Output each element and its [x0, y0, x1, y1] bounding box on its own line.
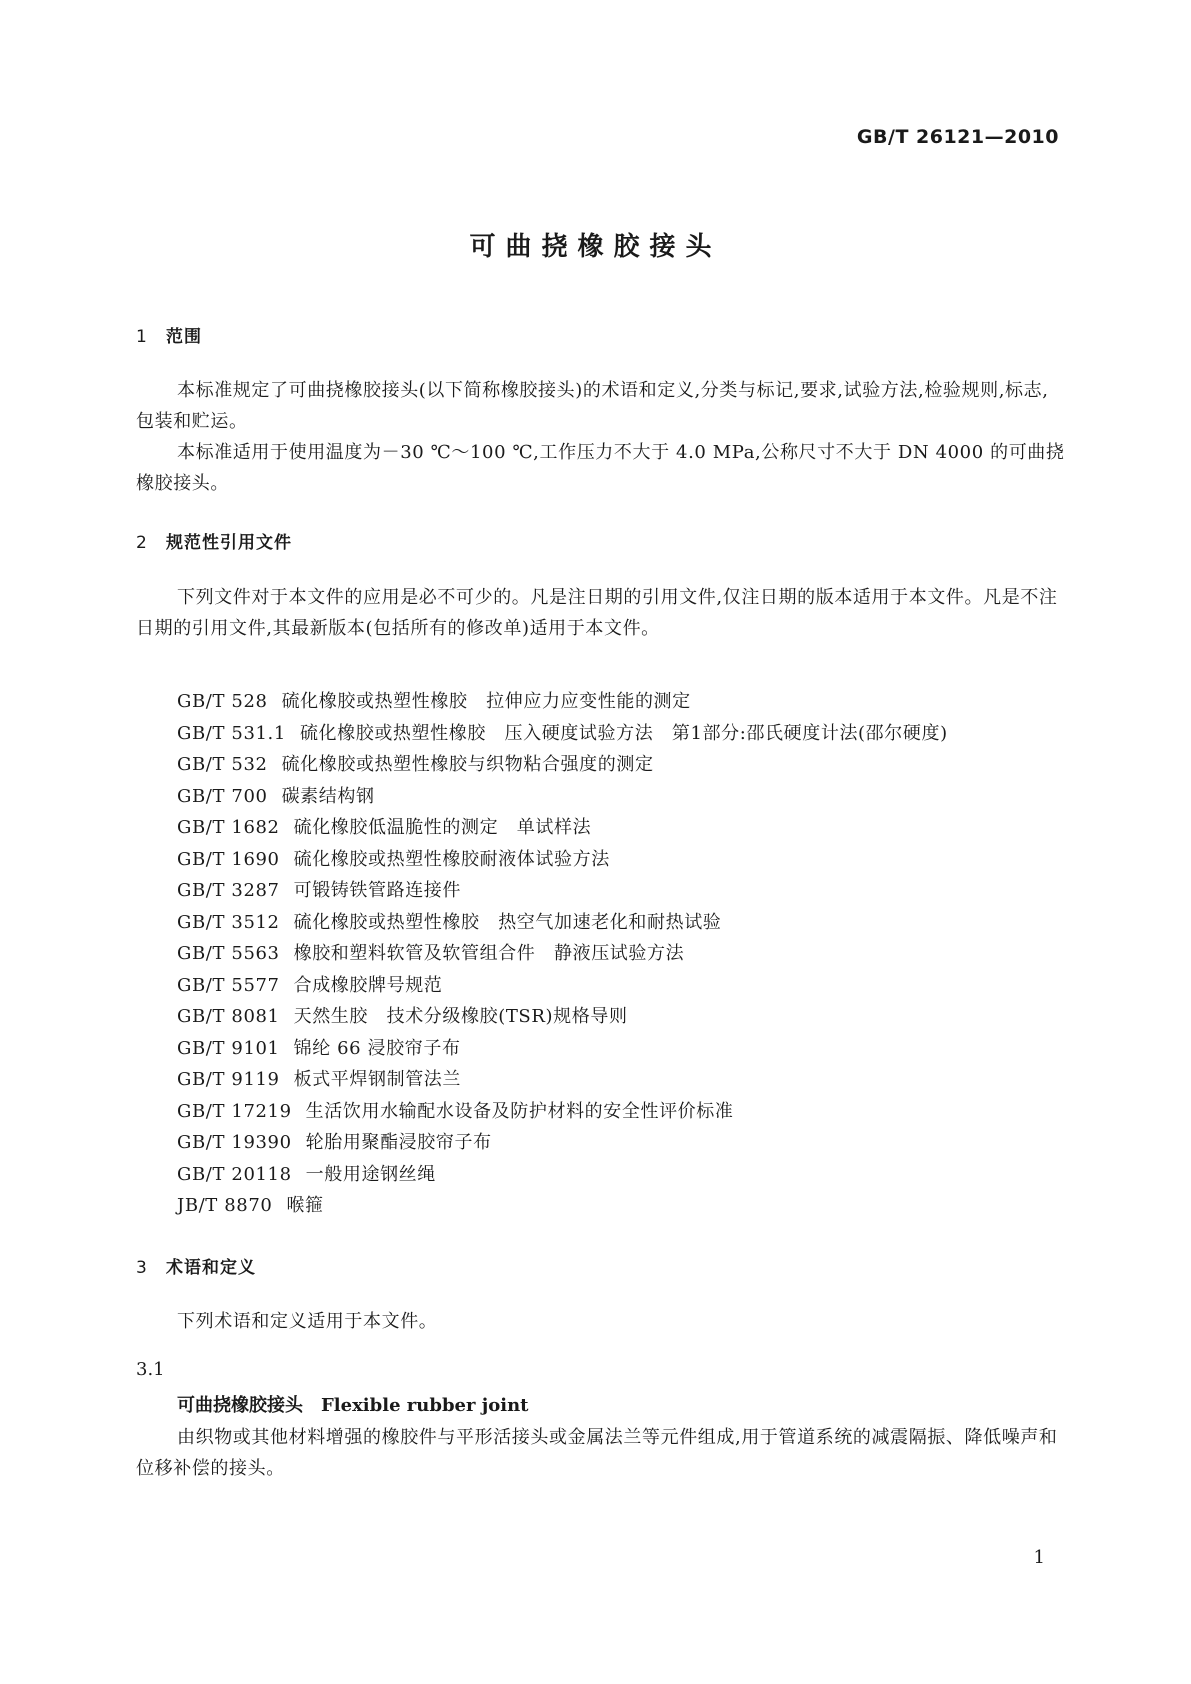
- reference-item: [177, 812, 1057, 844]
- section-number: 2: [136, 533, 148, 553]
- reference-item: [177, 1064, 1057, 1096]
- reference-item: [177, 907, 1057, 939]
- term-definition: 由织物或其他材料增强的橡胶件与平形活接头或金属法兰等元件组成,用于管道系统的减震隔振、降低噪声和位移补偿的接头。: [136, 1427, 1058, 1479]
- reference-title: 天然生胶 技术分级橡胶(TSR)规格导则: [293, 1006, 628, 1027]
- standard-code: GB/T 26121—2010: [856, 126, 1059, 148]
- reference-code: GB/T 700: [177, 785, 268, 807]
- reference-code: GB/T 5577: [177, 974, 280, 996]
- reference-item: [177, 749, 1057, 781]
- reference-list: [177, 686, 1057, 1222]
- reference-item: [177, 970, 1057, 1002]
- reference-code: GB/T 532: [177, 754, 268, 775]
- reference-code: GB/T 3512: [177, 911, 280, 933]
- section-title: 范围: [166, 327, 202, 347]
- scope-paragraph-1: 本标准规定了可曲挠橡胶接头(以下简称橡胶接头)的术语和定义,分类与标记,要求,试验方法,检验规则,标志,包装和贮运。: [136, 380, 1049, 432]
- page-number: 1: [1033, 1547, 1045, 1568]
- reference-title: 锦纶 66 浸胶帘子布: [293, 1037, 461, 1059]
- reference-title: 碳素结构钢: [281, 785, 375, 807]
- reference-title: 硫化橡胶或热塑性橡胶 压入硬度试验方法 第1部分:邵氏硬度计法(邵尔硬度): [299, 722, 948, 744]
- section-number: 3: [136, 1258, 148, 1278]
- normative-intro: 下列文件对于本文件的应用是必不可少的。凡是注日期的引用文件,仅注日期的版本适用于本文件。凡是不注日期的引用文件,其最新版本(包括所有的修改单)适用于本文件。: [136, 587, 1058, 639]
- reference-title: 喉箍: [286, 1195, 324, 1216]
- terms-intro: 下列术语和定义适用于本文件。: [177, 1311, 438, 1332]
- reference-code: GB/T 20118: [177, 1163, 292, 1185]
- reference-code: GB/T 19390: [177, 1132, 292, 1153]
- reference-code: GB/T 9119: [177, 1069, 280, 1090]
- reference-code: GB/T 3287: [177, 880, 280, 901]
- reference-title: 轮胎用聚酯浸胶帘子布: [305, 1132, 492, 1153]
- reference-code: GB/T 1690: [177, 848, 280, 870]
- reference-item: [177, 718, 1057, 750]
- scope-paragraph-2: 本标准适用于使用温度为－30 ℃～100 ℃,工作压力不大于 4.0 MPa,公称尺寸不大于 DN 4000 的可曲挠橡胶接头。: [136, 442, 1065, 494]
- reference-code: JB/T 8870: [177, 1195, 273, 1216]
- section-heading-terms: [136, 1253, 256, 1278]
- section-heading-normative-references: [136, 528, 292, 553]
- reference-title: 一般用途钢丝绳: [305, 1163, 436, 1185]
- term-chinese: 可曲挠橡胶接头: [177, 1395, 303, 1416]
- reference-title: 生活饮用水输配水设备及防护材料的安全性评价标准: [305, 1100, 734, 1122]
- reference-item: [177, 844, 1057, 876]
- reference-title: 板式平焊钢制管法兰: [293, 1069, 462, 1090]
- reference-item: [177, 875, 1057, 907]
- reference-code: GB/T 8081: [177, 1006, 280, 1027]
- reference-title: 硫化橡胶或热塑性橡胶耐液体试验方法: [293, 848, 610, 870]
- reference-title: 硫化橡胶或热塑性橡胶 拉伸应力应变性能的测定: [281, 691, 691, 712]
- section-heading-scope: [136, 322, 202, 347]
- section-number: 1: [136, 327, 148, 347]
- reference-title: 硫化橡胶或热塑性橡胶与织物粘合强度的测定: [281, 754, 654, 775]
- reference-item: [177, 1190, 1057, 1222]
- section-title: 术语和定义: [166, 1258, 256, 1278]
- reference-title: 合成橡胶牌号规范: [293, 974, 443, 996]
- reference-item: [177, 1096, 1057, 1128]
- reference-item: [177, 938, 1057, 970]
- reference-title: 硫化橡胶低温脆性的测定 单试样法: [293, 817, 592, 838]
- reference-item: [177, 1033, 1057, 1065]
- reference-item: [177, 1001, 1057, 1033]
- reference-item: [177, 686, 1057, 718]
- reference-code: GB/T 9101: [177, 1037, 280, 1059]
- reference-item: [177, 1127, 1057, 1159]
- reference-title: 可锻铸铁管路连接件: [293, 880, 462, 901]
- reference-code: GB/T 5563: [177, 943, 280, 964]
- term-english: Flexible rubber joint: [321, 1395, 529, 1416]
- reference-item: [177, 781, 1057, 813]
- section-title: 规范性引用文件: [166, 533, 292, 553]
- clause-number: 3.1: [136, 1359, 165, 1380]
- term-entry: [177, 1391, 528, 1417]
- reference-code: GB/T 1682: [177, 817, 280, 838]
- reference-code: GB/T 531.1: [177, 722, 286, 744]
- reference-code: GB/T 528: [177, 691, 268, 712]
- reference-title: 硫化橡胶或热塑性橡胶 热空气加速老化和耐热试验: [293, 911, 722, 933]
- reference-code: GB/T 17219: [177, 1100, 292, 1122]
- reference-title: 橡胶和塑料软管及软管组合件 静液压试验方法: [293, 943, 685, 964]
- reference-item: [177, 1159, 1057, 1191]
- document-title: 可曲挠橡胶接头: [469, 232, 722, 262]
